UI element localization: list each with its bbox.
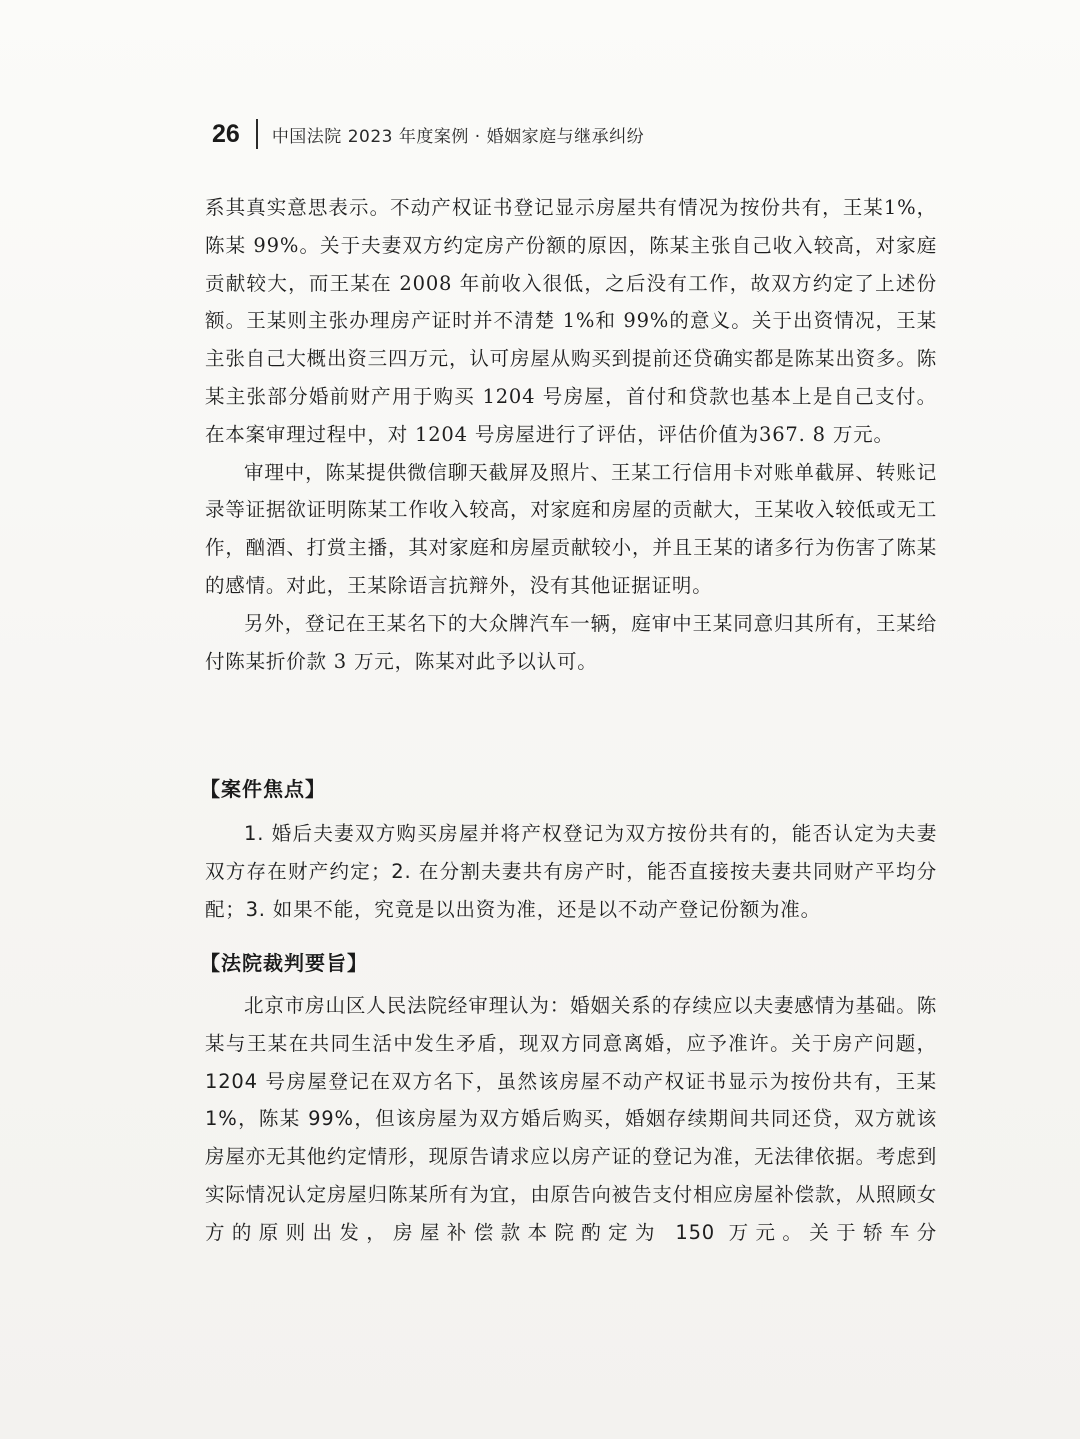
ruling-section	[205, 987, 937, 1252]
ruling-heading: 【法院裁判要旨】	[200, 951, 368, 975]
ruling-paragraph: 北京市房山区人民法院经审理认为：婚姻关系的存续应以夫妻感情为基础。陈某与王某在共同生活中发生矛盾，现双方同意离婚，应予准许。关于房产问题，1204 号房屋登记在双方名下，虽然该房屋不动产权证书显示为按份共有，王某 1%，陈某 99%，但该房屋为双方婚后购买，婚姻存续期间共同还贷，双方就该房屋亦无其他约定情形，现原告请求应以房产证的登记为准，无法律依据。考虑到实际情况认定房屋归陈某所有为宜，由原告向被告支付相应房屋补偿款，从照顾女方的原则出发，房屋补偿款本院酌定为 150 万元。关于轿车分	[205, 994, 937, 1244]
header-divider	[256, 119, 258, 149]
facts-paragraph-1: 系其真实意思表示。不动产权证书登记显示房屋共有情况为按份共有，王某1%，陈某 99%。关于夫妻双方约定房产份额的原因，陈某主张自己收入较高，对家庭贡献较大，而王某在 2008 年前收入很低，之后没有工作，故双方约定了上述份额。王某则主张办理房产证时并不清楚 1%和 99%的意义。关于出资情况，王某主张自己大概出资三四万元，认可房屋从购买到提前还贷确实都是陈某出资多。陈某主张部分婚前财产用于购买 1204 号房屋，首付和贷款也基本上是自己支付。在本案审理过程中，对 1204 号房屋进行了评估，评估价值为367. 8 万元。	[205, 196, 937, 446]
case-focus-heading: 【案件焦点】	[200, 777, 326, 801]
book-title: 中国法院 2023 年度案例 · 婚姻家庭与继承纠纷	[271, 126, 645, 147]
case-focus-section	[205, 815, 937, 928]
running-header	[212, 114, 644, 154]
facts-paragraph-2: 审理中，陈某提供微信聊天截屏及照片、王某工行信用卡对账单截屏、转账记录等证据欲证明陈某工作收入较高，对家庭和房屋的贡献大，王某收入较低或无工作，酗酒、打赏主播，其对家庭和房屋贡献较小，并且王某的诸多行为伤害了陈某的感情。对此，王某除语言抗辩外，没有其他证据证明。	[205, 460, 937, 597]
case-focus-paragraph: 1. 婚后夫妻双方购买房屋并将产权登记为双方按份共有的，能否认定为夫妻双方存在财产约定；2. 在分割夫妻共有房产时，能否直接按夫妻共同财产平均分配；3. 如果不能，究竟是以出资为准，还是以不动产登记份额为准。	[205, 822, 937, 921]
facts-paragraph-3: 另外，登记在王某名下的大众牌汽车一辆，庭审中王某同意归其所有，王某给付陈某折价款 3 万元，陈某对此予以认可。	[205, 611, 937, 673]
page-number: 26	[212, 119, 240, 148]
facts-section	[205, 189, 937, 680]
